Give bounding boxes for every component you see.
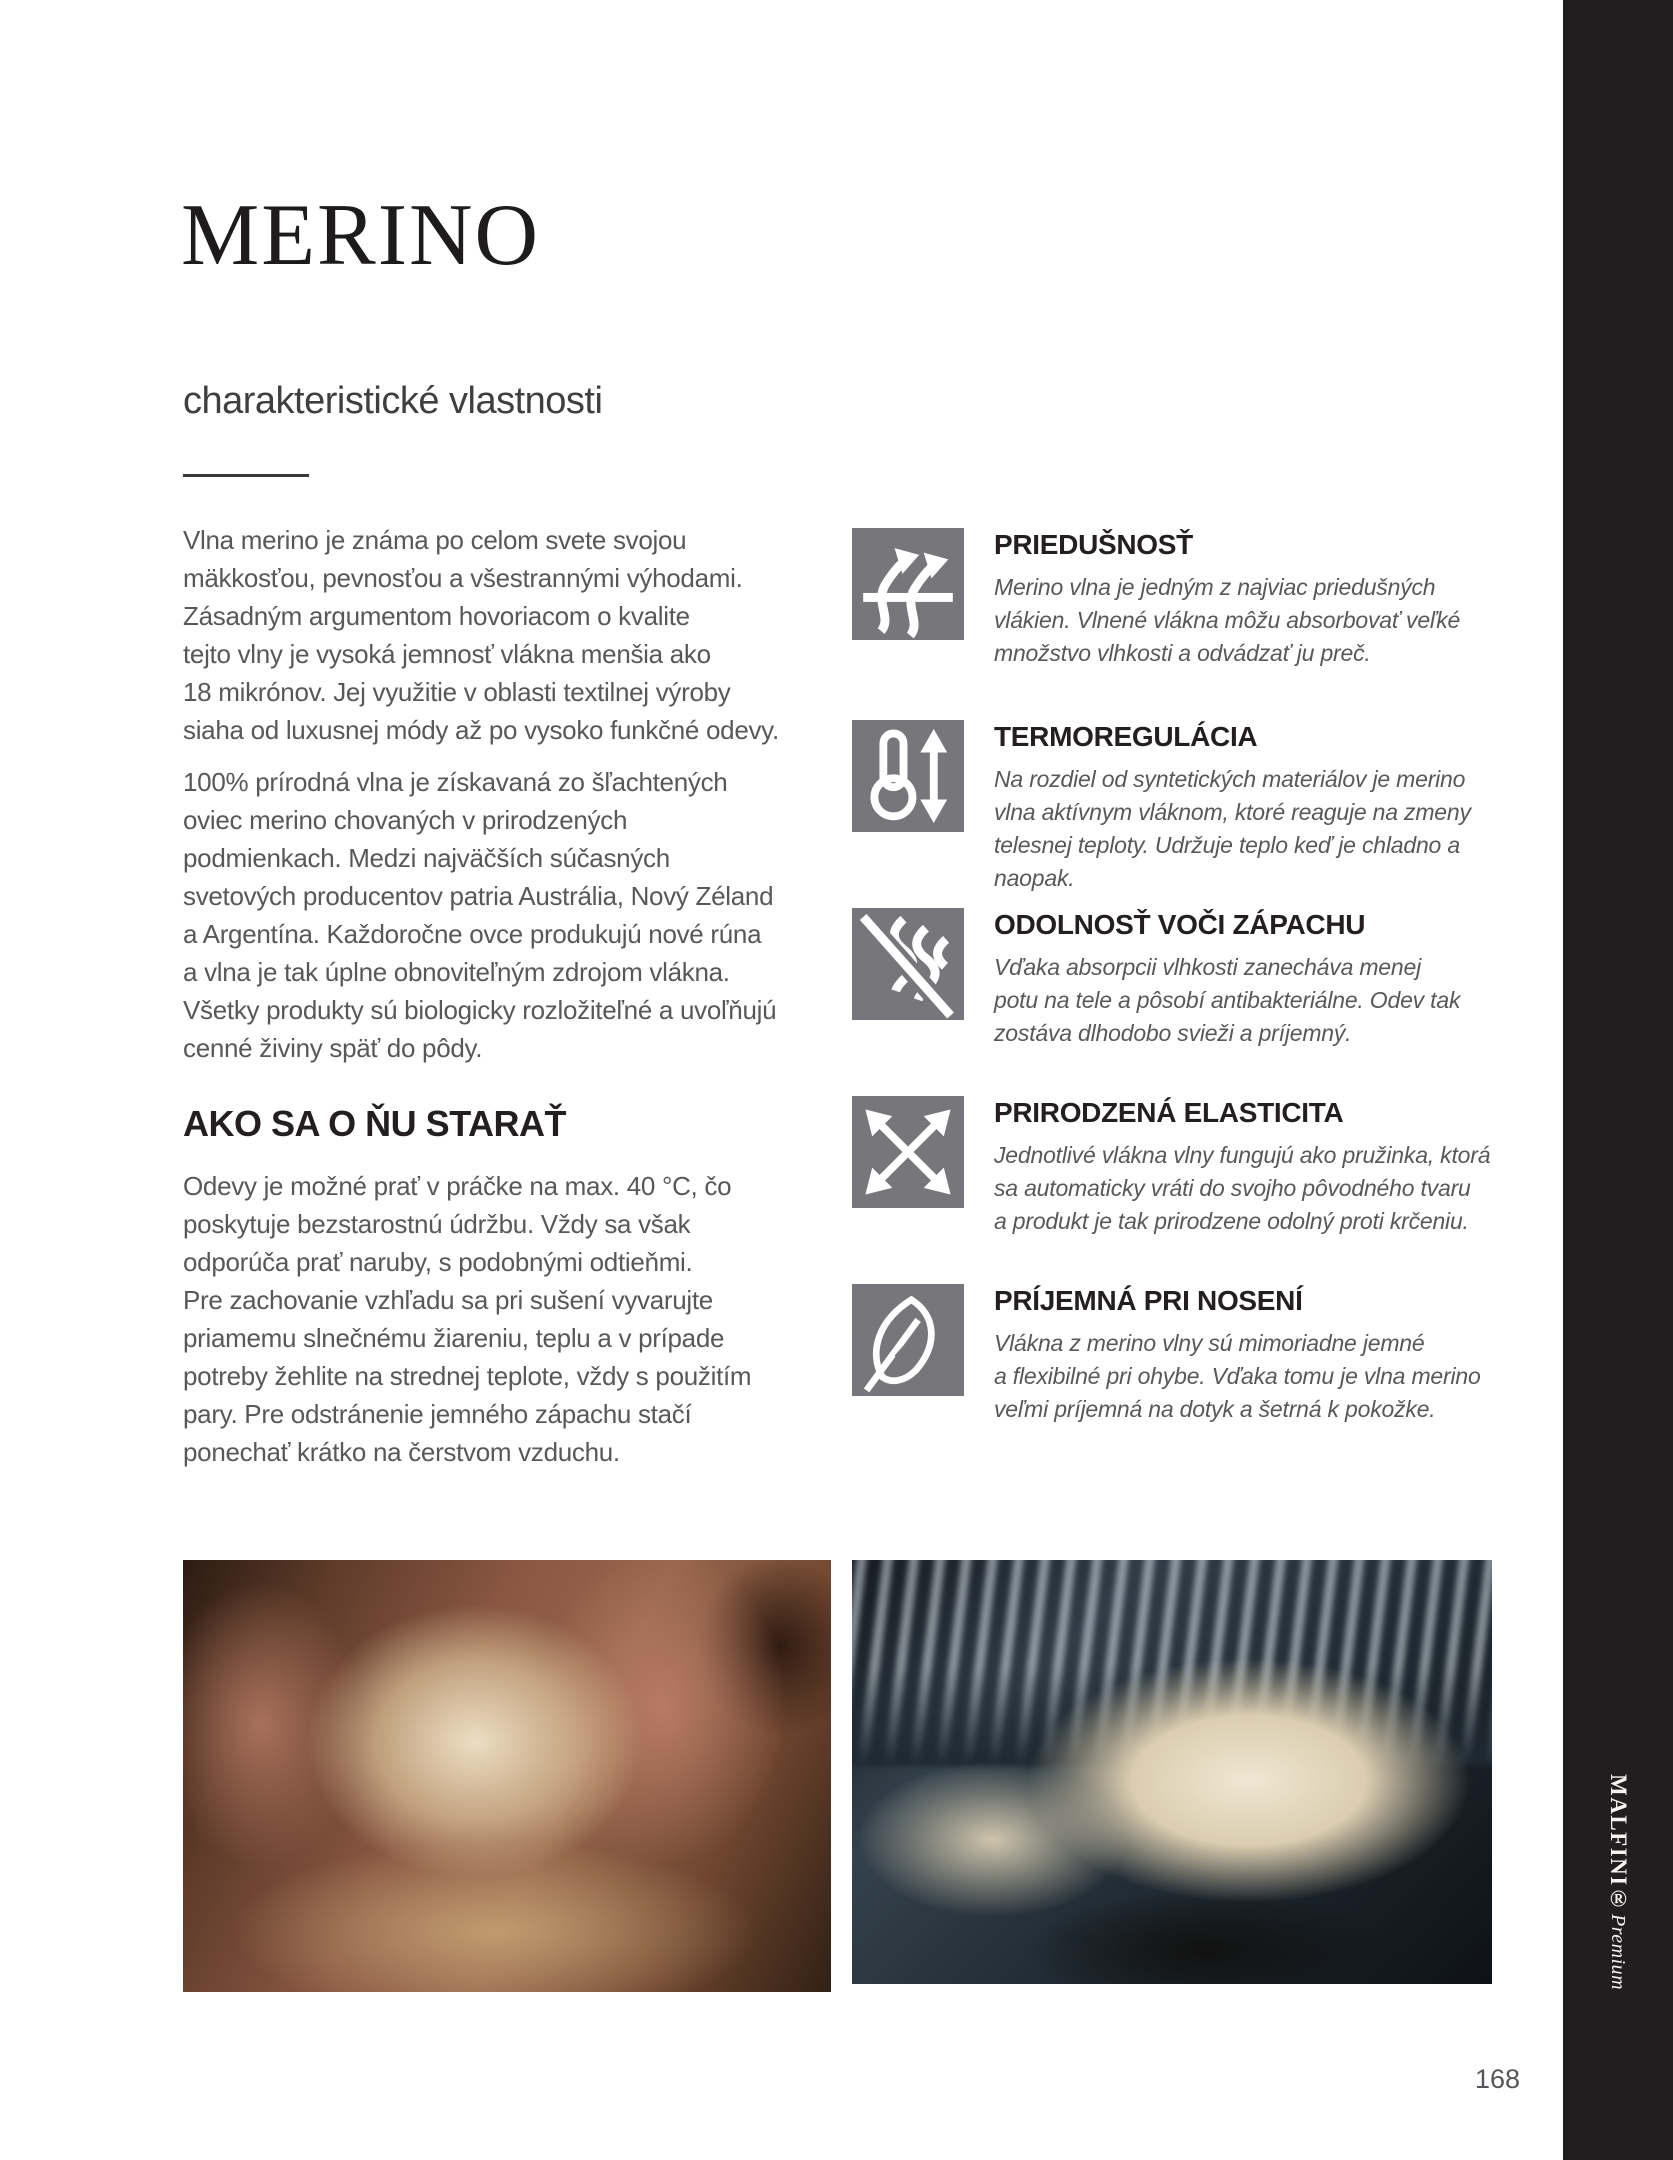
care-heading: AKO SA O ŇU STARAŤ — [183, 1103, 566, 1144]
care-paragraph: Odevy je možné prať v práčke na max. 40 °C, čo poskytuje bezstarostnú údržbu. Vždy sa však odporúča prať naruby, s podobnými odtieňmi. Pre zachovanie vzhľadu sa pri sušení vyvarujte priamemu slnečnému žiareniu, teplu a v prípade potreby žehlite na strednej teplote, vždy s použitím pary. Pre odstránenie jemného zápachu stačí ponechať krátko na čerstvom vzduchu. — [183, 1171, 752, 1467]
page-number: 168 — [1474, 2064, 1520, 2094]
page-subtitle: charakteristické vlastnosti — [183, 380, 603, 422]
hands-in-fleece-photo — [183, 1560, 831, 1992]
feature-description: Na rozdiel od syntetických materiálov je merino vlna aktívnym vláknom, ktoré reaguje na zmeny telesnej teploty. Udržuje teplo keď je chladno a naopak. — [994, 765, 1471, 891]
intro-paragraph-1: Vlna merino je známa po celom svete svojou mäkkosťou, pevnosťou a všestrannými výhodami. Zásadným argumentom hovoriacom o kvalite tejto vlny je vysoká jemnosť vlákna menšia ako 18 mikrónov. Jej využitie v oblasti textilnej výroby siaha od luxusnej módy až po vysoko funkčné odevy. — [183, 525, 779, 745]
feature-description: Vlákna z merino vlny sú mimoriadne jemné a flexibilné pri ohybe. Vďaka tomu je vlna merino veľmi príjemná na dotyk a šetrná k pokožke. — [994, 1329, 1481, 1422]
brand-edition: Premium — [1607, 1913, 1629, 1990]
brand-name: MALFINI® — [1605, 1774, 1631, 1914]
feature-row-breathability — [852, 528, 1552, 670]
sidebar-brand-text — [1563, 1772, 1673, 1992]
feather-icon — [852, 1284, 964, 1396]
sidebar-brand-bar — [1563, 0, 1673, 2160]
feature-title: ODOLNOSŤ VOČI ZÁPACHU — [994, 909, 1366, 940]
feature-title: PRIEDUŠNOSŤ — [994, 529, 1193, 560]
feature-row-pleasant-wear — [852, 1284, 1552, 1426]
feature-title: PRIRODZENÁ ELASTICITA — [994, 1097, 1344, 1128]
breathability-icon — [852, 528, 964, 640]
feature-row-thermoregulation — [852, 720, 1552, 895]
thermoregulation-icon — [852, 720, 964, 832]
wool-strands-texture — [852, 1560, 1492, 1984]
feature-description: Vďaka absorpcii vlhkosti zanecháva menej potu na tele a pôsobí antibakteriálne. Odev tak zostáva dlhodobo svieži a príjemný. — [994, 953, 1461, 1046]
odor-resistance-icon — [852, 908, 964, 1020]
feature-description: Jednotlivé vlákna vlny fungujú ako pružinka, ktorá sa automaticky vráti do svojho pôvodného tvaru a produkt je tak prirodzene odolný proti krčeniu. — [994, 1141, 1491, 1234]
feature-row-elasticity — [852, 1096, 1552, 1238]
intro-paragraph-2: 100% prírodná vlna je získavaná zo šľachtených oviec merino chovaných v prirodzených podmienkach. Medzi najväčších súčasných svetových producentov patria Austrália, Nový Zéland a Argentína. Každoročne ovce produkujú nové rúna a vlna je tak úplne obnoviteľným zdrojom vlákna. Všetky produkty sú biologicky rozložiteľné a uvoľňujú cenné živiny späť do pôdy. — [183, 767, 777, 1063]
elasticity-icon — [852, 1096, 964, 1208]
wool-yarn-machine-photo — [852, 1560, 1492, 1984]
page-title: MERINO — [181, 187, 541, 284]
feature-description: Merino vlna je jedným z najviac priedušných vlákien. Vlnené vlákna môžu absorbovať veľké množstvo vlhkosti a odvádzať ju preč. — [994, 573, 1461, 666]
feature-title: TERMOREGULÁCIA — [994, 721, 1258, 752]
feature-title: PRÍJEMNÁ PRI NOSENÍ — [994, 1285, 1303, 1316]
title-underline — [183, 474, 309, 477]
feature-row-odor-resistance — [852, 908, 1552, 1050]
